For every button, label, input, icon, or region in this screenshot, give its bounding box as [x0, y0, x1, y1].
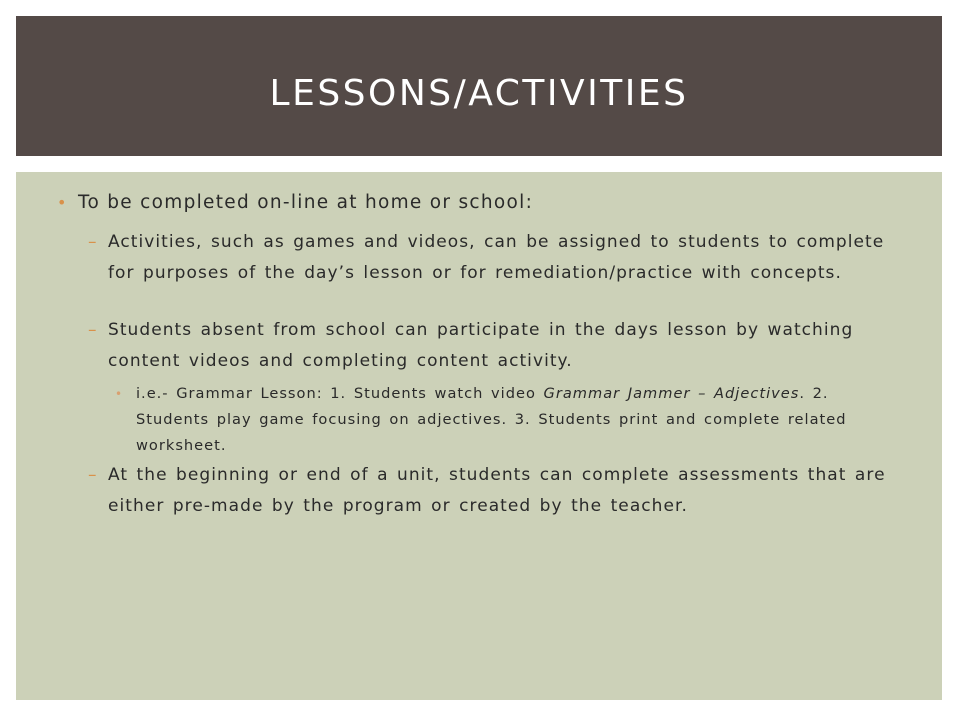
main-bullet-text: To be completed on-line at home or school:: [78, 192, 534, 213]
small-bullet-icon: •: [115, 387, 123, 401]
bullet-dot-icon: •: [57, 193, 67, 212]
title-bar: [16, 16, 942, 156]
dash-icon: –: [88, 465, 97, 485]
example-text: [136, 381, 876, 459]
sub-bullet-1: Activities, such as games and videos, can be assigned to students to complete for purposes of the day’s lesson or for remediation/practice with concepts.: [108, 232, 885, 283]
dash-icon: –: [88, 320, 97, 340]
slide-title: LESSONS/ACTIVITIES: [269, 72, 689, 114]
example-suffix: . 2. Students play game focusing on adjectives. 3. Students print and complete related worksheet.: [136, 385, 847, 454]
sub-bullet-3: At the beginning or end of a unit, students can complete assessments that are either pre-made by the program or created by the teacher.: [108, 465, 886, 516]
example-prefix: i.e.- Grammar Lesson: 1. Students watch video: [136, 385, 544, 402]
sub-bullet-2: Students absent from school can participate in the days lesson by watching content videos and completing content activity.: [108, 320, 854, 371]
dash-icon: –: [88, 232, 97, 252]
example-video-title: Grammar Jammer – Adjectives: [543, 385, 800, 402]
